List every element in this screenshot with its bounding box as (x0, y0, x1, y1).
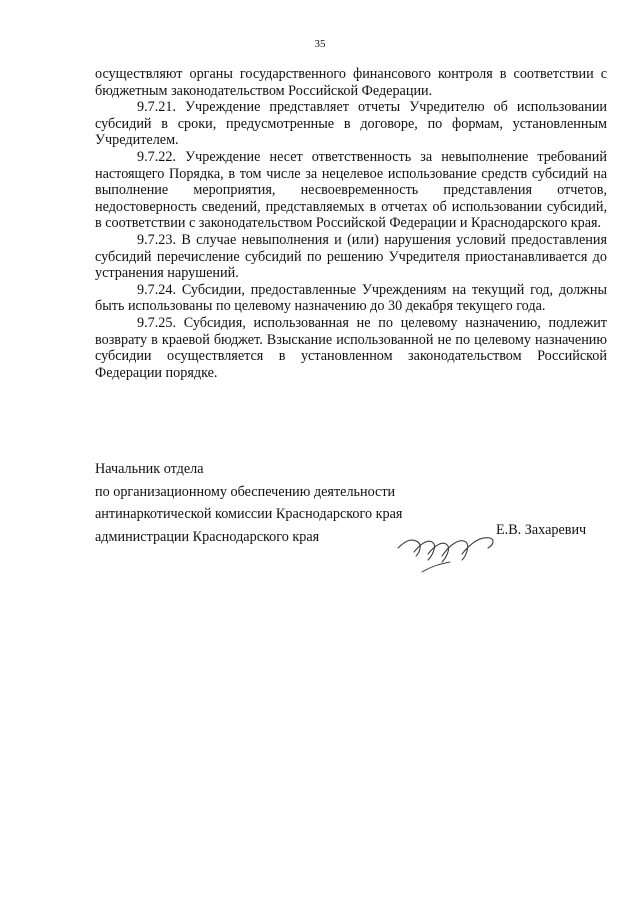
paragraph-9-7-21: 9.7.21. Учреждение представляет отчеты Учредителю об использовании субсидий в сроки, предусмотренные в договоре, по формам, установленным Учредителем. (95, 99, 607, 149)
signatory-position-line: по организационному обеспечению деятельности (95, 483, 396, 500)
paragraph-9-7-22: 9.7.22. Учреждение несет ответственность за невыполнение требований настоящего Порядка, в том числе за нецелевое использование средств субсидий на выполнение мероприятия, несвоевременность представления отчетов, недостоверность сведений, представляемых в отчетах об использовании субсидий, в соответствии с законодательством Российской Федерации и Краснодарского края. (95, 148, 607, 232)
signatory-position-line: Начальник отдела (95, 461, 204, 477)
document-body (95, 66, 607, 381)
signatory-position-line: администрации Краснодарского края (95, 528, 320, 545)
paragraph-9-7-24: 9.7.24. Субсидии, предоставленные Учреждениям на текущий год, должны быть использованы по целевому назначению до 30 декабря текущего года. (95, 281, 607, 315)
signatory-name: Е.В. Захаревич (496, 522, 587, 538)
paragraph-9-7-25: 9.7.25. Субсидия, использованная не по целевому назначению, подлежит возврату в краевой бюджет. Взыскание использованной не по целевому назначению субсидии осуществляется в установленном законодательством Российской Федерации порядке. (95, 314, 607, 381)
paragraph-9-7-23: 9.7.23. В случае невыполнения и (или) нарушения условий предоставления субсидий перечисление субсидий по решению Учредителя приостанавливается до устранения нарушений. (95, 231, 607, 282)
page-number: 35 (314, 38, 326, 50)
paragraph-continuation: осуществляют органы государственного финансового контроля в соответствии с бюджетным законодательством Российской Федерации. (95, 66, 607, 99)
signatory-position-line: антинаркотической комиссии Краснодарского края (95, 506, 403, 522)
handwritten-signature (392, 518, 502, 578)
